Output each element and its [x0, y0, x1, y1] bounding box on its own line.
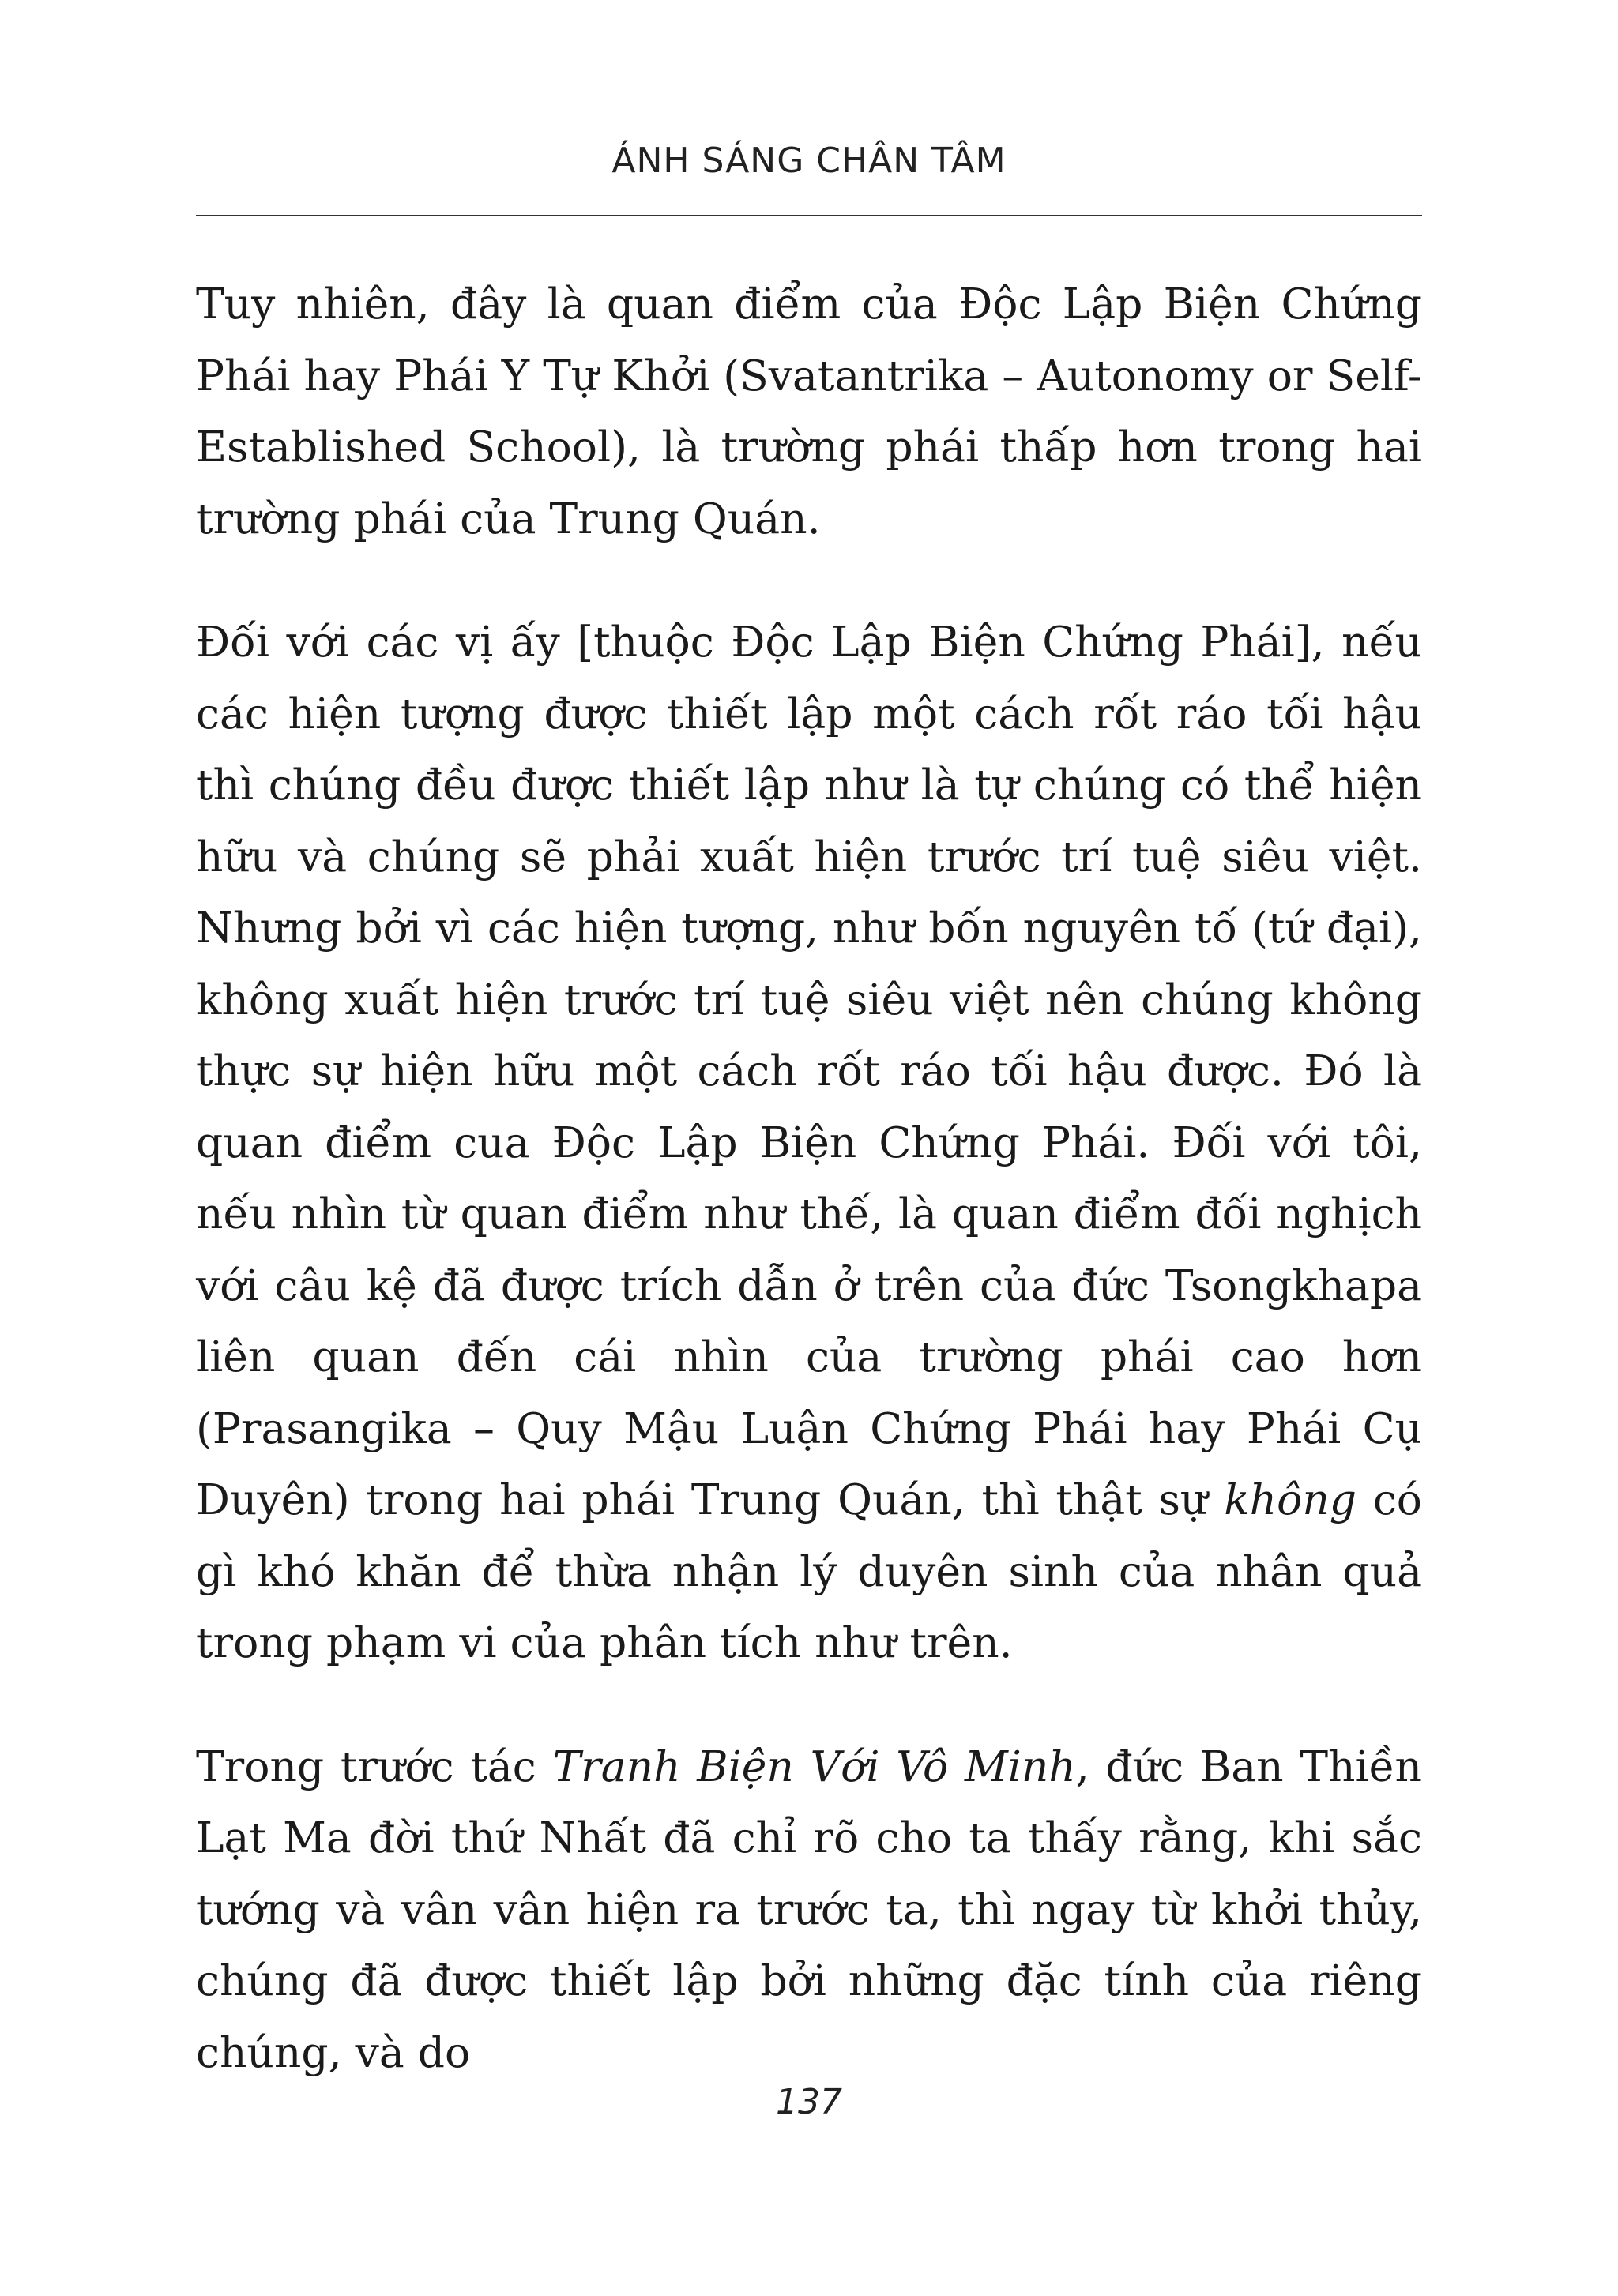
- body-text: [196, 269, 1422, 2088]
- page-number: 137: [776, 2082, 842, 2122]
- paragraph-3-text-b: , đức Ban Thiền Lạt Ma đời thứ Nhất đã chỉ rõ cho ta thấy rằng, khi sắc tướng và vân vân hiện ra trước ta, thì ngay từ khởi thủy, chúng đã được thiết lập bởi những đặc tính của riêng chúng, và do: [196, 1741, 1422, 2077]
- paragraph-3: [196, 1731, 1422, 2089]
- paragraph-2-text-a: Đối với các vị ấy [thuộc Độc Lập Biện Chứng Phái], nếu các hiện tượng được thiết lập một cách rốt ráo tối hậu thì chúng đều được thiết lập như là tự chúng có thể hiện hữu và chúng sẽ phải xuất hiện trước trí tuệ siêu việt. Nhưng bởi vì các hiện tượng, như bốn nguyên tố (tứ đại), không xuất hiện trước trí tuệ siêu việt nên chúng không thực sự hiện hữu một cách rốt ráo tối hậu được. Đó là quan điểm cua Độc Lập Biện Chứng Phái. Đối với tôi, nếu nhìn từ quan điểm như thế, là quan điểm đối nghịch với câu kệ đã được trích dẫn ở trên của đức Tsongkhapa liên quan đến cái nhìn của trường phái cao hơn (Prasangika – Quy Mậu Luận Chứng Phái hay Phái Cụ Duyên) trong hai phái Trung Quán, thì thật sự: [196, 617, 1422, 1524]
- paragraph-2-text-b: có gì khó khăn để thừa nhận lý duyên sinh của nhân quả trong phạm vi của phân tích như trên.: [196, 1475, 1422, 1667]
- paragraph-3-text-a: Trong trước tác: [196, 1741, 553, 1791]
- paragraph-1: Tuy nhiên, đây là quan điểm của Độc Lập Biện Chứng Phái hay Phái Y Tự Khởi (Svatantrika – Autonomy or Self-Established School), là trường phái thấp hơn trong hai trường phái của Trung Quán.: [196, 279, 1422, 543]
- paragraph-3-book-title: Tranh Biện Với Vô Minh: [552, 1741, 1076, 1791]
- header-rule: [196, 215, 1422, 216]
- paragraph-2: [196, 607, 1422, 1679]
- running-header: ÁNH SÁNG CHÂN TÂM: [611, 141, 1007, 181]
- paragraph-2-emphasis: không: [1224, 1475, 1357, 1524]
